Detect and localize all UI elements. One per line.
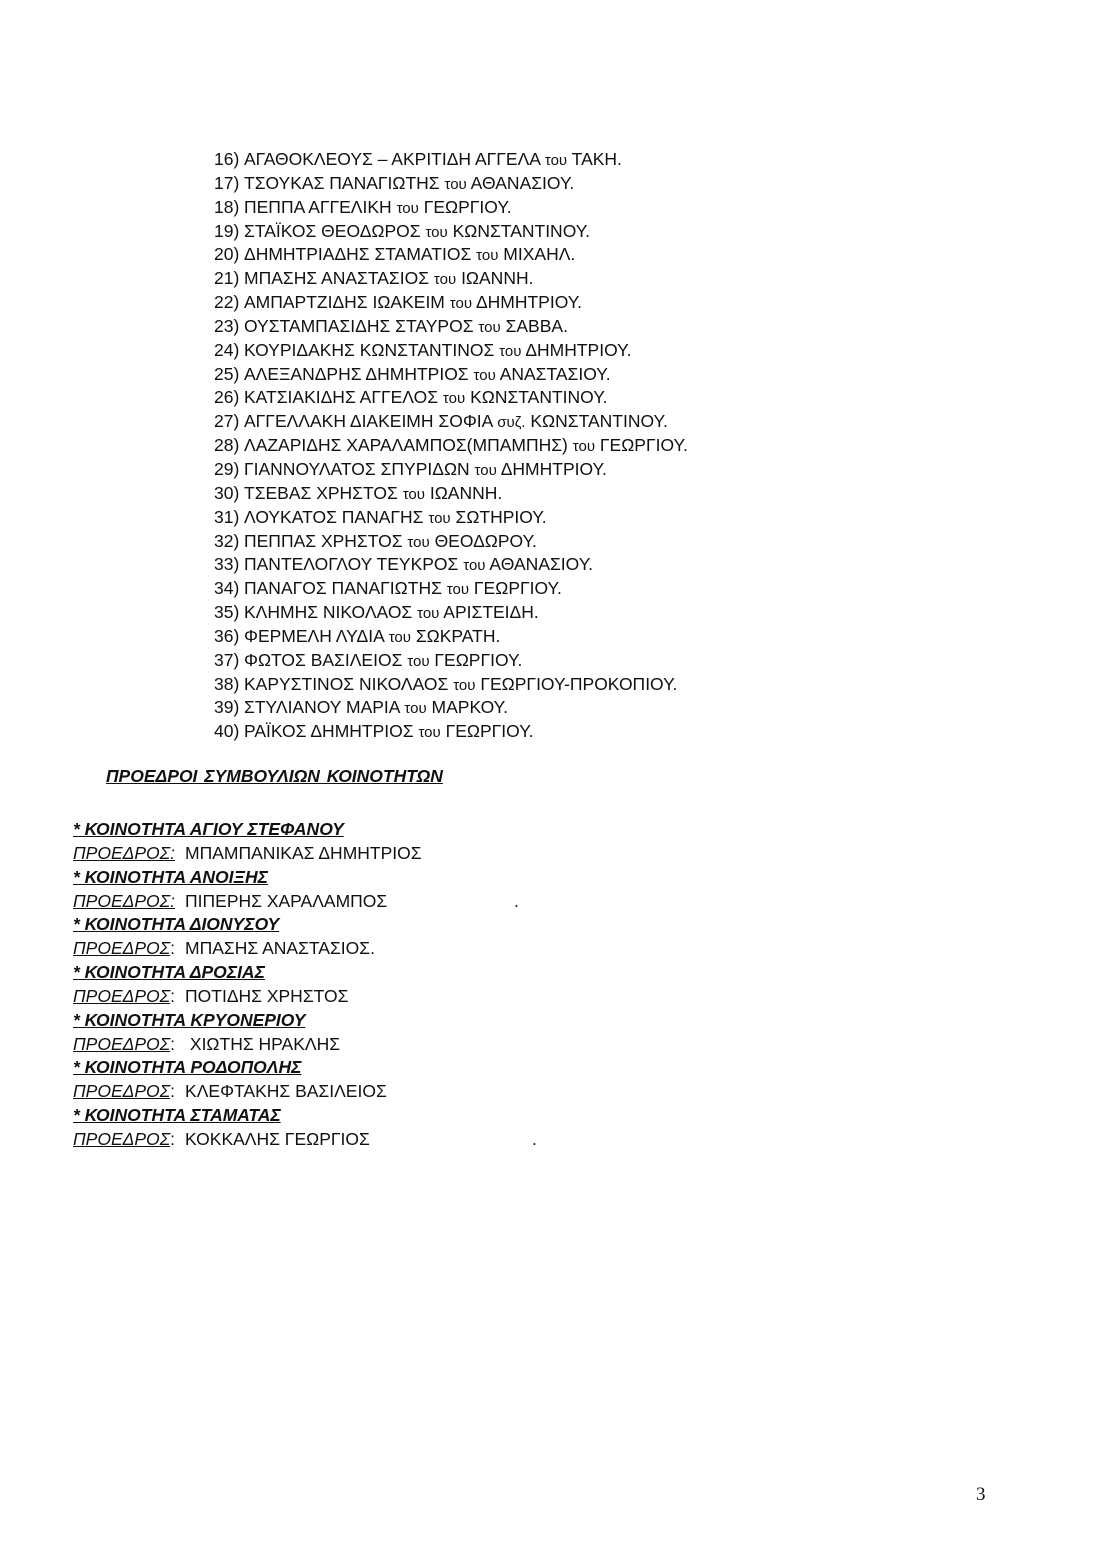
member-name: ΚΑΤΣΙΑΚΙΔΗΣ ΑΓΓΕΛΟΣ [244, 387, 439, 408]
president-row [73, 842, 422, 866]
member-name: ΣΤΥΛΙΑΝΟΥ ΜΑΡΙΑ [244, 697, 400, 718]
member-name: ΚΟΥΡΙΔΑΚΗΣ ΚΩΝΣΤΑΝΤΙΝΟΣ [244, 339, 495, 360]
member-name: ΠΑΝΑΓΟΣ ΠΑΝΑΓΙΩΤΗΣ [244, 578, 442, 599]
list-item [214, 577, 688, 601]
relation-word: του [449, 295, 473, 313]
item-number: 28) [214, 435, 240, 456]
president-label: ΠΡΟΕΔΡΟΣ [73, 1081, 171, 1102]
parent-name: ΣΩΤΗΡΙΟΥ. [455, 506, 547, 527]
item-number: 18) [214, 196, 240, 217]
section-heading: ΠΡΟΕΔΡΟΙ ΣΥΜΒΟΥΛΙΩΝ ΚΟΙΝΟΤΗΤΩΝ [106, 766, 443, 786]
item-number: 39) [214, 697, 240, 718]
member-name: ΠΑΝΤΕΛΟΓΛΟΥ ΤΕΥΚΡΟΣ [244, 554, 459, 575]
label-colon: : [170, 1033, 176, 1054]
parent-name: ΔΗΜΗΤΡΙΟΥ. [475, 292, 583, 313]
member-name: ΠΕΠΠΑΣ ΧΡΗΣΤΟΣ [244, 530, 403, 551]
relation-word: του [433, 271, 457, 289]
relation-word: του [476, 247, 499, 265]
relation-word: συζ. [497, 414, 526, 432]
item-number: 40) [214, 721, 240, 742]
item-number: 27) [214, 411, 240, 432]
relation-word: του [463, 557, 486, 575]
list-item [214, 434, 688, 458]
member-name: ΠΕΠΠΑ ΑΓΓΕΛΙΚΗ [244, 196, 392, 217]
list-item [214, 148, 688, 172]
item-number: 23) [214, 315, 240, 336]
member-name: ΑΛΕΞΑΝΔΡΗΣ ΔΗΜΗΤΡΙΟΣ [244, 363, 469, 384]
list-item [214, 315, 688, 339]
item-number: 26) [214, 387, 240, 408]
member-name: ΤΣΕΒΑΣ ΧΡΗΣΤΟΣ [244, 482, 398, 503]
member-name: ΚΑΡΥΣΤΙΝΟΣ ΝΙΚΟΛΑΟΣ [244, 673, 449, 694]
relation-word: του [474, 461, 497, 479]
parent-name: ΘΕΟΔΩΡΟΥ. [434, 530, 537, 551]
list-item [214, 410, 688, 434]
item-number: 35) [214, 602, 240, 623]
community-presidents-list [73, 818, 537, 1152]
member-name: ΡΑΪΚΟΣ ΔΗΜΗΤΡΙΟΣ [244, 721, 414, 742]
member-name: ΓΙΑΝΝΟΥΛΑΤΟΣ ΣΠΥΡΙΔΩΝ [244, 458, 470, 479]
list-item [214, 720, 688, 744]
president-name: ΚΟΚΚΑΛΗΣ ΓΕΩΡΓΙΟΣ [185, 1128, 370, 1149]
item-number: 30) [214, 482, 240, 503]
relation-word: του [544, 152, 568, 169]
president-row [73, 1128, 537, 1152]
member-name: ΜΠΑΣΗΣ ΑΝΑΣΤΑΣΙΟΣ [244, 268, 430, 289]
list-item [214, 482, 688, 506]
president-label: ΠΡΟΕΔΡΟΣ [73, 938, 171, 959]
member-name: ΑΓΑΘΟΚΛΕΟΥΣ – ΑΚΡΙΤΙΔΗ ΑΓΓΕΛΑ [244, 149, 540, 169]
item-number: 37) [214, 649, 240, 670]
list-item [214, 553, 688, 577]
president-name: ΜΠΑΣΗΣ ΑΝΑΣΤΑΣΙΟΣ. [185, 938, 375, 959]
parent-name: ΙΩΑΝΝΗ. [461, 268, 534, 289]
trailing-dot: . [514, 890, 519, 911]
parent-name: ΓΕΩΡΓΙΟΥ. [599, 435, 688, 456]
list-item [214, 339, 688, 363]
community-title: * ΚΟΙΝΟΤΗΤΑ ΑΝΟΙΞΗΣ [73, 866, 268, 887]
relation-word: του [499, 342, 522, 360]
president-label: ΠΡΟΕΔΡΟΣ: [73, 890, 176, 911]
item-number: 24) [214, 339, 240, 360]
parent-name: ΓΕΩΡΓΙΟΥ-ΠΡΟΚΟΠΙΟΥ. [480, 673, 678, 694]
relation-word: του [407, 533, 430, 551]
item-number: 20) [214, 244, 240, 265]
president-name: ΧΙΩΤΗΣ ΗΡΑΚΛΗΣ [185, 1033, 341, 1054]
parent-name: ΑΘΑΝΑΣΙΟΥ. [489, 554, 594, 575]
community-title: * ΚΟΙΝΟΤΗΤΑ ΣΤΑΜΑΤΑΣ [73, 1105, 281, 1126]
parent-name: ΜΙΧΑΗΛ. [503, 244, 576, 265]
member-name: ΛΟΥΚΑΤΟΣ ΠΑΝΑΓΗΣ [244, 506, 424, 527]
item-number: 16) [214, 149, 240, 169]
item-number: 22) [214, 292, 240, 313]
president-label: ΠΡΟΕΔΡΟΣ [73, 985, 171, 1006]
parent-name: ΙΩΑΝΝΗ. [429, 482, 503, 503]
label-colon: : [170, 985, 176, 1006]
relation-word: του [418, 724, 441, 742]
member-name: ΑΜΠΑΡΤΖΙΔΗΣ ΙΩΑΚΕΙΜ [244, 292, 445, 313]
parent-name: ΓΕΩΡΓΙΟΥ. [445, 721, 534, 742]
parent-name: ΚΩΝΣΤΑΝΤΙΝΟΥ. [452, 220, 591, 241]
item-number: 34) [214, 578, 240, 599]
item-number: 38) [214, 673, 240, 694]
parent-name: ΣΑΒΒΑ. [505, 315, 568, 336]
item-number: 17) [214, 172, 240, 193]
president-row [73, 937, 422, 961]
president-row [73, 1033, 422, 1057]
community-title: * ΚΟΙΝΟΤΗΤΑ ΚΡΥΟΝΕΡΙΟΥ [73, 1009, 306, 1030]
item-number: 36) [214, 625, 240, 646]
president-label: ΠΡΟΕΔΡΟΣ [73, 1128, 171, 1149]
relation-word: του [404, 700, 427, 718]
relation-word: του [442, 390, 466, 408]
community-title: * ΚΟΙΝΟΤΗΤΑ ΡΟΔΟΠΟΛΗΣ [73, 1057, 302, 1078]
list-item [214, 363, 688, 387]
member-name: ΦΕΡΜΕΛΗ ΛΥΔΙΑ [244, 625, 384, 646]
item-number: 25) [214, 363, 240, 384]
member-name: ΚΛΗΜΗΣ ΝΙΚΟΛΑΟΣ [244, 602, 413, 623]
president-name: ΠΟΤΙΔΗΣ ΧΡΗΣΤΟΣ [185, 985, 349, 1006]
parent-name: ΚΩΝΣΤΑΝΤΙΝΟΥ. [470, 387, 608, 408]
community-title: * ΚΟΙΝΟΤΗΤΑ ΔΡΟΣΙΑΣ [73, 962, 265, 983]
item-number: 32) [214, 530, 240, 551]
relation-word: του [388, 628, 411, 646]
community-title: * ΚΟΙΝΟΤΗΤΑ ΔΙΟΝΥΣΟΥ [73, 914, 280, 935]
list-item [214, 196, 688, 220]
list-item [214, 649, 688, 673]
list-item [214, 625, 688, 649]
parent-name: ΤΑΚΗ. [571, 149, 622, 169]
relation-word: του [572, 438, 596, 456]
parent-name: ΑΝΑΣΤΑΣΙΟΥ. [499, 363, 611, 384]
parent-name: ΣΩΚΡΑΤΗ. [415, 625, 501, 646]
list-item [214, 673, 688, 697]
list-item [214, 696, 688, 720]
member-name: ΔΗΜΗΤΡΙΑΔΗΣ ΣΤΑΜΑΤΙΟΣ [244, 244, 472, 265]
trailing-dot: . [532, 1128, 537, 1149]
list-item [214, 243, 688, 267]
label-colon: : [170, 938, 176, 959]
relation-word: του [428, 509, 451, 527]
member-name: ΛΑΖΑΡΙΔΗΣ ΧΑΡΑΛΑΜΠΟΣ(ΜΠΑΜΠΗΣ) [244, 435, 568, 456]
member-name: ΣΤΑΪΚΟΣ ΘΕΟΔΩΡΟΣ [244, 220, 421, 241]
parent-name: ΓΕΩΡΓΙΟΥ. [434, 649, 523, 670]
member-name: ΦΩΤΟΣ ΒΑΣΙΛΕΙΟΣ [244, 649, 403, 670]
parent-name: ΓΕΩΡΓΙΟΥ. [423, 196, 512, 217]
member-name: ΤΣΟΥΚΑΣ ΠΑΝΑΓΙΩΤΗΣ [244, 172, 440, 193]
president-label: ΠΡΟΕΔΡΟΣ: [73, 842, 176, 863]
item-number: 21) [214, 268, 240, 289]
relation-word: του [478, 318, 501, 336]
list-item [214, 601, 688, 625]
page-number: 3 [976, 1484, 986, 1505]
label-colon: : [170, 1128, 176, 1149]
president-row [73, 985, 422, 1009]
parent-name: ΔΗΜΗΤΡΙΟΥ. [525, 339, 632, 360]
parent-name: ΚΩΝΣΤΑΝΤΙΝΟΥ. [530, 411, 668, 432]
relation-word: του [425, 223, 448, 241]
item-number: 19) [214, 220, 240, 241]
item-number: 33) [214, 554, 240, 575]
community-title: * ΚΟΙΝΟΤΗΤΑ ΑΓΙΟΥ ΣΤΕΦΑΝΟΥ [73, 819, 344, 839]
president-label: ΠΡΟΕΔΡΟΣ [73, 1033, 171, 1054]
list-item [214, 172, 688, 196]
relation-word: του [446, 581, 470, 599]
relation-word: του [402, 485, 425, 503]
president-row [73, 1080, 422, 1104]
relation-word: του [407, 652, 430, 670]
item-number: 29) [214, 458, 240, 479]
list-item [214, 267, 688, 291]
relation-word: του [444, 175, 467, 193]
parent-name: ΑΘΑΝΑΣΙΟΥ. [470, 172, 575, 193]
relation-word: του [473, 366, 496, 384]
list-item [214, 530, 688, 554]
member-name: ΑΓΓΕΛΛΑΚΗ ΔΙΑΚΕΙΜΗ ΣΟΦΙΑ [244, 411, 493, 432]
parent-name: ΑΡΙΣΤΕΙΔΗ. [443, 602, 539, 623]
president-name: ΜΠΑΜΠΑΝΙΚΑΣ ΔΗΜΗΤΡΙΟΣ [185, 842, 422, 863]
president-name: ΠΙΠΕΡΗΣ ΧΑΡΑΛΑΜΠΟΣ [185, 890, 388, 911]
president-name: ΚΛΕΦΤΑΚΗΣ ΒΑΣΙΛΕΙΟΣ [185, 1081, 387, 1102]
label-colon: : [170, 1081, 176, 1102]
list-item [214, 386, 688, 410]
relation-word: του [453, 676, 476, 694]
council-member-list [214, 148, 688, 744]
list-item [214, 506, 688, 530]
relation-word: του [396, 199, 419, 217]
parent-name: ΓΕΩΡΓΙΟΥ. [473, 578, 562, 599]
list-item [214, 220, 688, 244]
list-item [214, 458, 688, 482]
parent-name: ΔΗΜΗΤΡΙΟΥ. [500, 458, 607, 479]
president-row [73, 890, 519, 914]
parent-name: ΜΑΡΚΟΥ. [431, 697, 508, 718]
list-item [214, 291, 688, 315]
member-name: ΟΥΣΤΑΜΠΑΣΙΔΗΣ ΣΤΑΥΡΟΣ [244, 315, 474, 336]
relation-word: του [417, 605, 440, 623]
item-number: 31) [214, 506, 240, 527]
